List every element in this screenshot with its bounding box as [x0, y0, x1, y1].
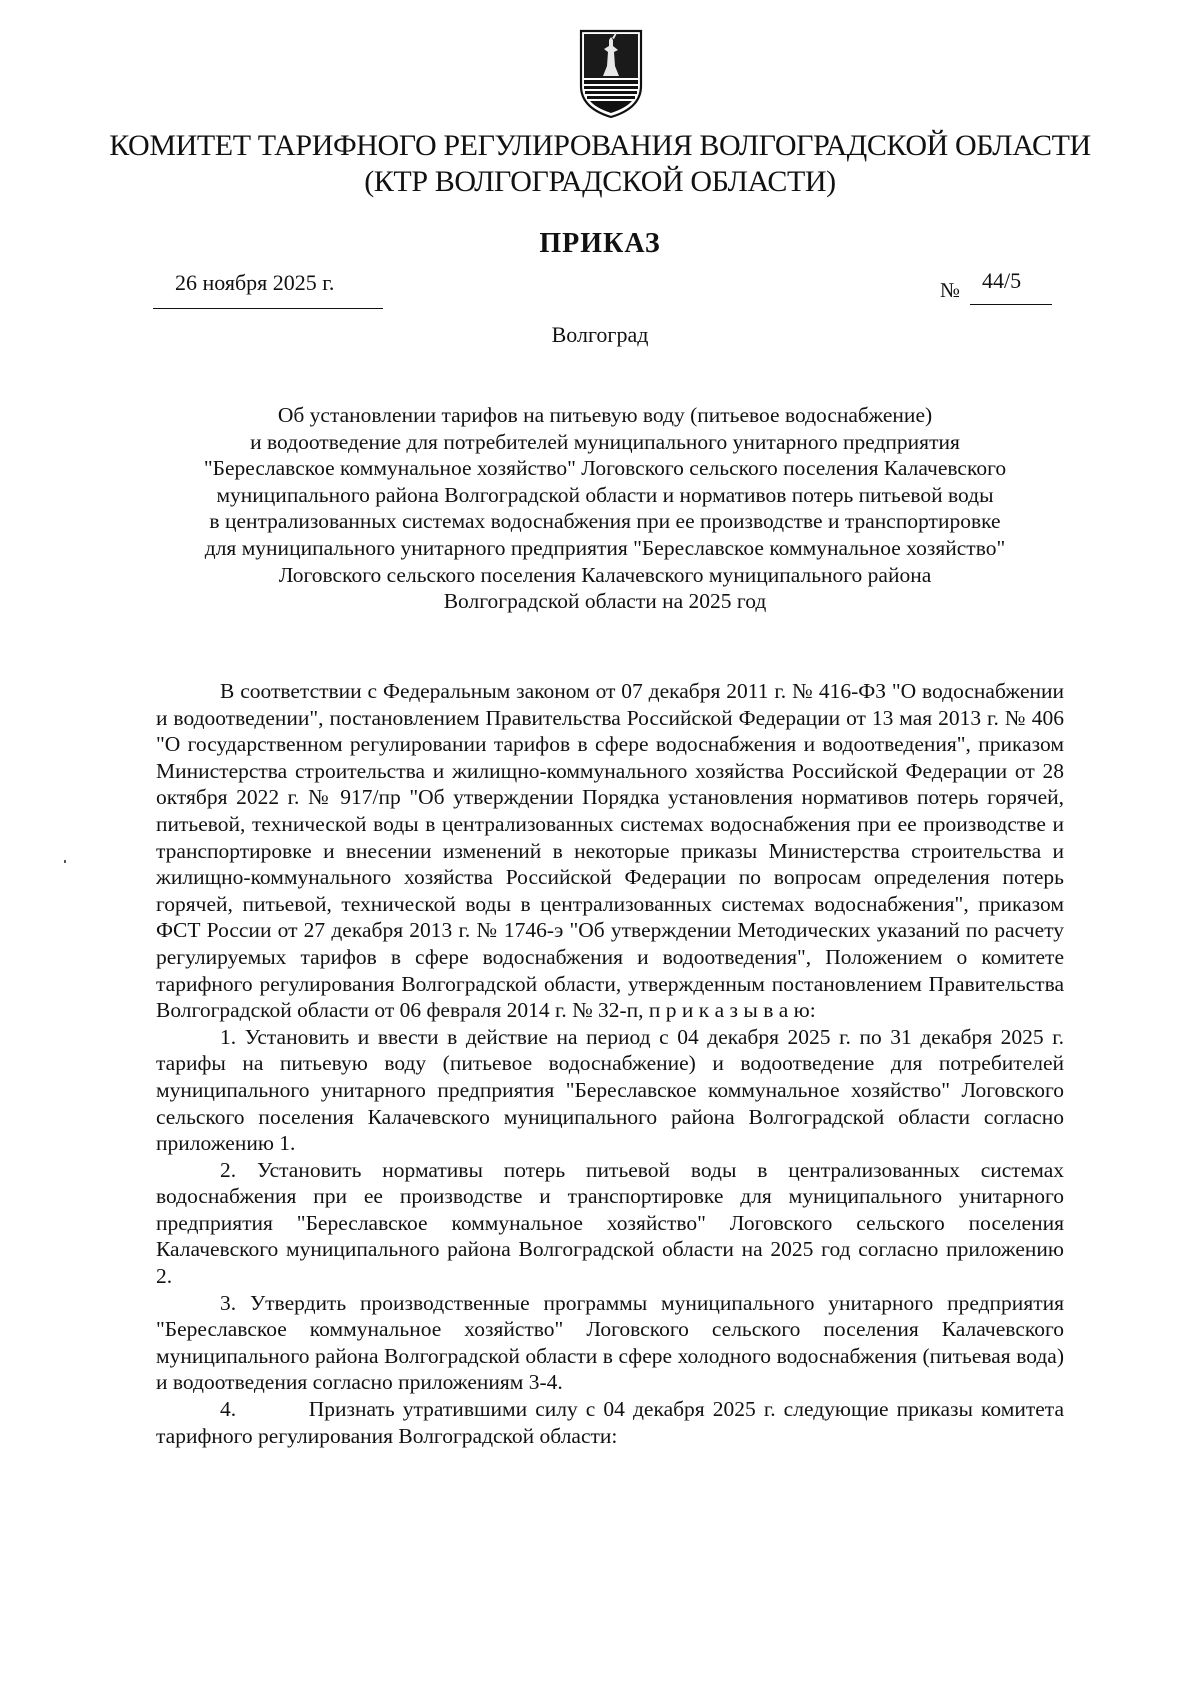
number-field [970, 266, 1052, 305]
title-line: "Береславское коммунальное хозяйство" Логовского сельского поселения Калачевского [203, 456, 1007, 481]
order-item-4-number: 4. [220, 1397, 237, 1422]
title-line: Волгоградской области на 2025 год [443, 589, 767, 614]
city-name: Волгоград [551, 322, 649, 347]
title-line: муниципального района Волгоградской области и нормативов потерь питьевой воды [216, 482, 994, 507]
scan-artifact [64, 860, 66, 863]
order-item-4-text: Признать утратившими силу с 04 декабря 2025 г. следующие приказы комитета тарифного регулирования Волгоградской области: [156, 1397, 1064, 1448]
org-name-line1: КОМИТЕТ ТАРИФНОГО РЕГУЛИРОВАНИЯ ВОЛГОГРАДСКОЙ ОБЛАСТИ [109, 129, 1091, 162]
org-name-line2: (КТР ВОЛГОГРАДСКОЙ ОБЛАСТИ) [364, 165, 836, 198]
order-item-2: 2. Установить нормативы потерь питьевой воды в централизованных системах водоснабжения при ее производстве и транспортировке для муниципального унитарного предприятия "Береславское коммунальное хозяйство" Логовского сельского поселения Калачевского муниципального района Волгоградской области на 2025 год согласно приложению 2. [156, 1157, 1064, 1289]
order-item-4 [156, 1396, 1064, 1449]
order-item-1: 1. Установить и ввести в действие на период с 04 декабря 2025 г. по 31 декабря 2025 г. тарифы на питьевую воду (питьевое водоснабжение) и водоотведение для потребителей муниципального унитарного предприятия "Береславское коммунальное хозяйство" Логовского сельского поселения Калачевского муниципального района Волгоградской области согласно приложению 1. [156, 1024, 1064, 1156]
title-line: в централизованных системах водоснабжения при ее производстве и транспортировке [209, 509, 1001, 534]
order-item-3: 3. Утвердить производственные программы муниципального унитарного предприятия "Береславское коммунальное хозяйство" Логовского сельского поселения Калачевского муниципального района Волгоградской области в сфере холодного водоснабжения (питьевая вода) и водоотведения согласно приложениям 3-4. [156, 1290, 1064, 1395]
volgograd-coat-of-arms-icon [578, 28, 644, 120]
title-line: и водоотведение для потребителей муниципального унитарного предприятия [250, 429, 960, 454]
preamble-paragraph: В соответствии с Федеральным законом от 07 декабря 2011 г. № 416-ФЗ "О водоснабжении и водоотведении", постановлением Правительства Российской Федерации от 13 мая 2013 г. № 406 "О государственном регулировании тарифов в сфере водоснабжения и водоотведения", приказом Министерства строительства и жилищно-коммунального хозяйства Российской Федерации от 28 октября 2022 г. № 917/пр "Об утверждении Порядка установления нормативов потерь горячей, питьевой, технической воды в централизованных системах водоснабжения при ее производстве и транспортировке и внесении изменений в некоторые приказы Министерства строительства и жилищно-коммунального хозяйства Российской Федерации по вопросам определения потерь горячей, питьевой, технической воды в централизованных системах водоснабжения", приказом ФСТ России от 27 декабря 2013 г. № 1746-э "Об утверждении Методических указаний по расчету регулируемых тарифов в сфере водоснабжения и водоотведения", Положением о комитете тарифного регулирования Волгоградской области, утвержденным постановлением Правительства Волгоградской области от 06 февраля 2014 г. № 32-п, п р и к а з ы в а ю: [156, 679, 1064, 1023]
title-line: для муниципального унитарного предприятия "Береславское коммунальное хозяйство" [204, 535, 1006, 560]
date-field [153, 266, 383, 309]
document-type-heading: ПРИКАЗ [539, 228, 661, 259]
title-line: Об установлении тарифов на питьевую воду (питьевое водоснабжение) [277, 403, 933, 427]
document-date: 26 ноября 2025 г. [175, 270, 335, 295]
title-line: Логовского сельского поселения Калачевского муниципального района [278, 562, 932, 587]
document-body [156, 678, 1064, 1449]
number-sign: № [940, 278, 961, 302]
document-title [150, 402, 1060, 615]
document-number: 44/5 [982, 268, 1022, 293]
